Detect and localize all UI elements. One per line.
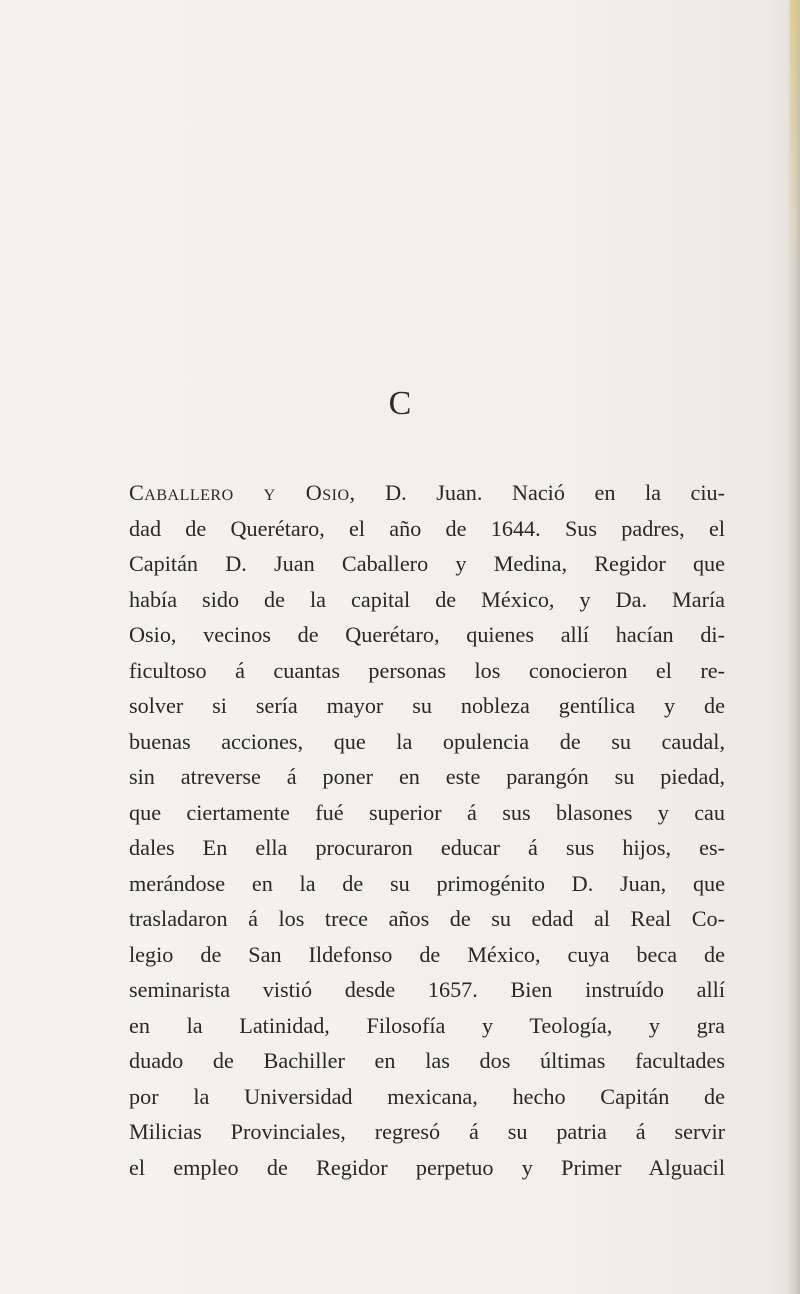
entry-line-19: Milicias Provinciales, regresó á su patria á servir <box>129 1119 725 1144</box>
entry-line-16: en la Latinidad, Filosofía y Teología, y gra <box>129 1012 725 1038</box>
entry-line-15: seminarista vistió desde 1657. Bien instruído allí <box>129 977 725 1002</box>
entry-line-13: trasladaron á los trece años de su edad al Real Co- <box>129 906 725 931</box>
entry-line-11: dales En ella procuraron educar á sus hijos, es- <box>129 835 725 860</box>
entry-line-7: solver si sería mayor su nobleza gentílica y de <box>129 693 725 718</box>
entry-headword: Caballero y Osio, <box>129 480 356 505</box>
entry-line-9: sin atreverse á poner en este parangón su piedad, <box>129 764 725 789</box>
entry-line-1: Caballero y Osio, D. Juan. Nació en la ciu- <box>129 480 725 505</box>
entry-line-14: legio de San Ildefonso de México, cuya beca de <box>129 941 725 967</box>
entry-line-2: dad de Querétaro, el año de 1644. Sus padres, el <box>129 515 725 541</box>
entry-line-17: duado de Bachiller en las dos últimas facultades <box>129 1048 725 1073</box>
entry-line-5: Osio, vecinos de Querétaro, quienes allí hacían di- <box>129 622 725 647</box>
section-letter: C <box>388 385 412 422</box>
entry-line-3: Capitán D. Juan Caballero y Medina, Regidor que <box>129 551 725 576</box>
entry-line-20: el empleo de Regidor perpetuo y Primer Alguacil <box>129 1154 725 1180</box>
entry-line-18: por la Universidad mexicana, hecho Capitán de <box>129 1083 725 1109</box>
entry-line-10: que ciertamente fué superior á sus blasones y cau <box>129 799 725 825</box>
entry-line-6: ficultoso á cuantas personas los conocieron el re- <box>129 657 725 683</box>
entry-line-4: había sido de la capital de México, y Da. María <box>129 586 725 612</box>
entry-line-8: buenas acciones, que la opulencia de su caudal, <box>129 728 725 754</box>
page-edge-stain <box>790 0 798 260</box>
biography-entry <box>129 475 725 1185</box>
entry-line-12: merándose en la de su primogénito D. Juan, que <box>129 870 725 896</box>
